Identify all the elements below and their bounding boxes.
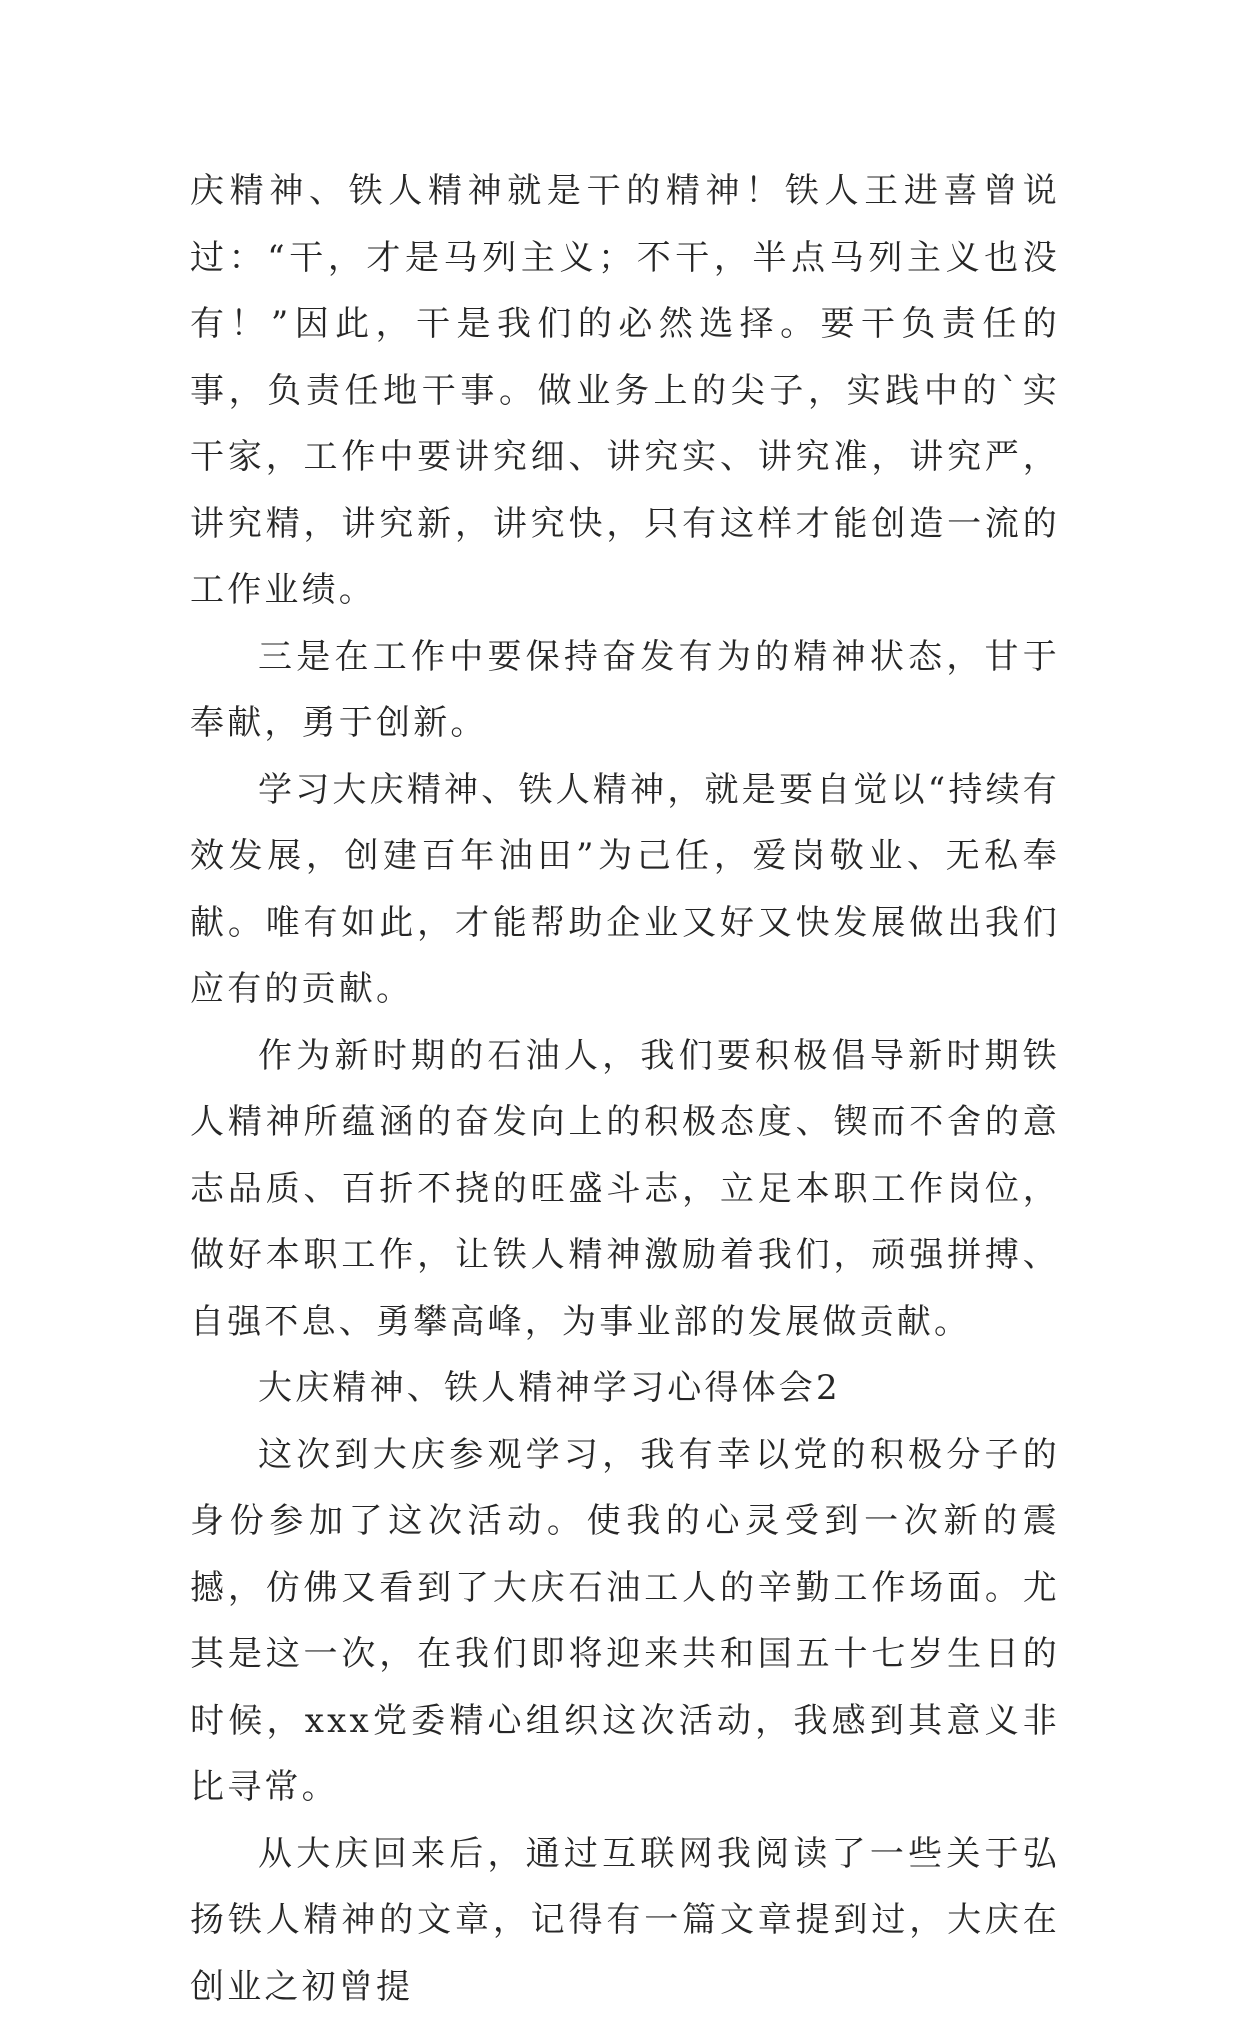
section-heading: 大庆精神、铁人精神学习心得体会2 [190,1355,1060,1422]
document-body [190,158,1060,2020]
paragraph-new-era-oilman: 作为新时期的石油人，我们要积极倡导新时期铁人精神所蕴涵的奋发向上的积极态度、锲而不舍的意志品质、百折不挠的旺盛斗志，立足本职工作岗位，做好本职工作，让铁人精神激励着我们，顽强拼搏、自强不息、勇攀高峰，为事业部的发展做贡献。 [190,1023,1060,1356]
paragraph-third-point: 三是在工作中要保持奋发有为的精神状态，甘于奉献，勇于创新。 [190,624,1060,757]
paragraph-study-spirit: 学习大庆精神、铁人精神，就是要自觉以“持续有效发展，创建百年油田”为己任，爱岗敬业、无私奉献。唯有如此，才能帮助企业又好又快发展做出我们应有的贡献。 [190,757,1060,1023]
paragraph-after-return: 从大庆回来后，通过互联网我阅读了一些关于弘扬铁人精神的文章，记得有一篇文章提到过，大庆在创业之初曾提 [190,1821,1060,2020]
paragraph-visit-daqing: 这次到大庆参观学习，我有幸以党的积极分子的身份参加了这次活动。使我的心灵受到一次新的震撼，仿佛又看到了大庆石油工人的辛勤工作场面。尤其是这一次，在我们即将迎来共和国五十七岁生日的时候，xxx党委精心组织这次活动，我感到其意义非比寻常。 [190,1422,1060,1821]
paragraph-continuation: 庆精神、铁人精神就是干的精神！铁人王进喜曾说过：“干，才是马列主义；不干，半点马列主义也没有！”因此，干是我们的必然选择。要干负责任的事，负责任地干事。做业务上的尖子，实践中的`实干家，工作中要讲究细、讲究实、讲究准，讲究严，讲究精，讲究新，讲究快，只有这样才能创造一流的工作业绩。 [190,158,1060,624]
